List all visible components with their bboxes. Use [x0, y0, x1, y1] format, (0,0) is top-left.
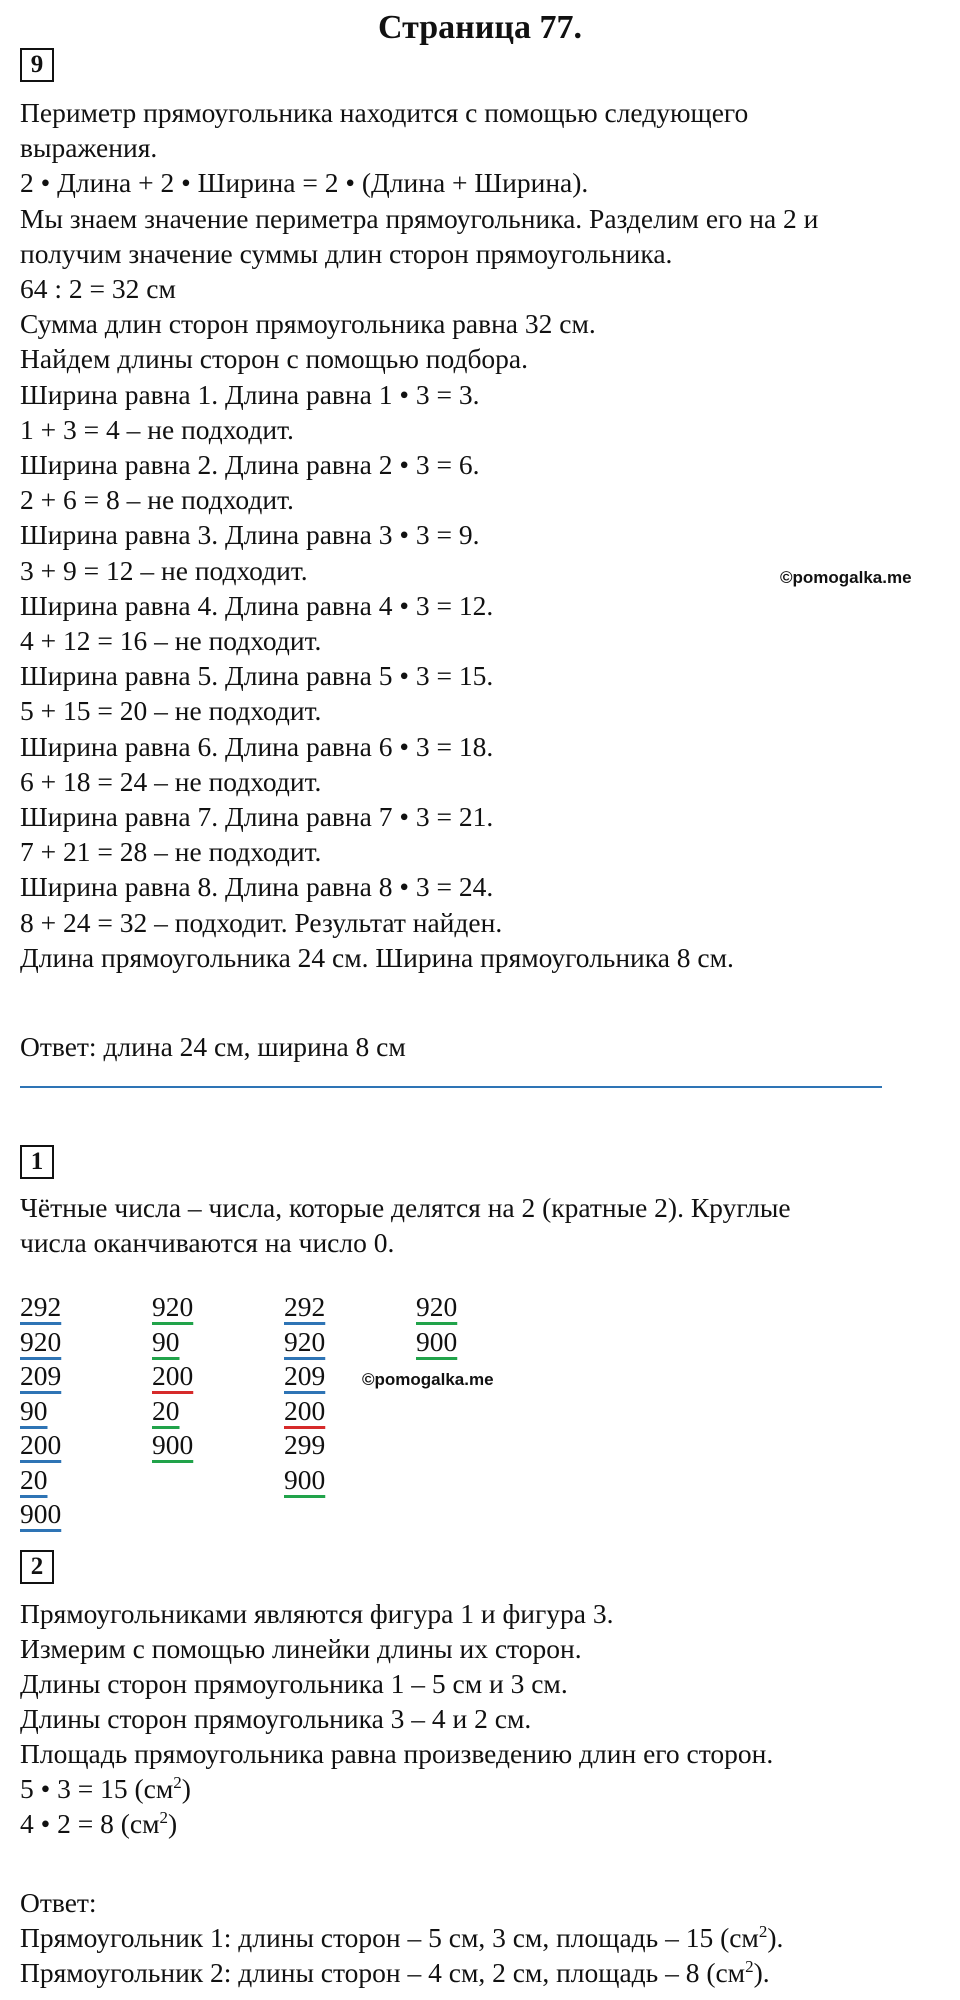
number-item: 900: [20, 1498, 62, 1529]
task-2-answer-label: Ответ:: [20, 1887, 97, 1918]
text-line: числа оканчиваются на число 0.: [20, 1227, 395, 1258]
text-line: Мы знаем значение периметра прямоугольника. Разделим его на 2 и: [20, 202, 819, 234]
task-1-number: 1: [20, 1145, 54, 1179]
text-line: 1 + 3 = 4 – не подходит.: [20, 413, 294, 445]
task-9-answer: Ответ: длина 24 см, ширина 8 см: [20, 1031, 406, 1062]
task-2-number: 2: [20, 1550, 54, 1584]
number-item: 920: [152, 1291, 194, 1322]
text-line: получим значение суммы длин сторон прямоугольника.: [20, 237, 673, 269]
section-divider: [20, 1086, 882, 1088]
number-item: 299: [284, 1429, 326, 1460]
text-line: 3 + 9 = 12 – не подходит.: [20, 554, 308, 586]
text-line: Чётные числа – числа, которые делятся на 2 (кратные 2). Круглые: [20, 1192, 791, 1223]
text-line: 2 + 6 = 8 – не подходит.: [20, 484, 294, 516]
text-line: Ширина равна 6. Длина равна 6 • 3 = 18.: [20, 730, 494, 762]
text-line: Периметр прямоугольника находится с помощью следующего: [20, 97, 749, 128]
text-line: Найдем длины сторон с помощью подбора.: [20, 343, 529, 375]
text-line: Ширина равна 4. Длина равна 4 • 3 = 12.: [20, 589, 494, 621]
text-line: 8 + 24 = 32 – подходит. Результат найден.: [20, 906, 503, 938]
page-title: Страница 77.: [378, 9, 582, 46]
text-line: Измерим с помощью линейки длины их сторон.: [20, 1633, 582, 1664]
number-item: 90: [20, 1394, 48, 1426]
text-line: Ширина равна 8. Длина равна 8 • 3 = 24.: [20, 871, 494, 903]
number-item: 209: [284, 1360, 326, 1391]
number-item: 920: [416, 1291, 458, 1322]
calculation-line-exponent: 2: [173, 1772, 182, 1792]
text-line: Ширина равна 1. Длина равна 1 • 3 = 3.: [20, 378, 480, 410]
task-9-number: 9: [20, 48, 54, 82]
answer-line-exponent: 2: [745, 1956, 754, 1976]
number-item: 292: [284, 1291, 326, 1322]
answer-line-tail: ).: [767, 1922, 784, 1953]
text-line: 6 + 18 = 24 – не подходит.: [20, 765, 322, 797]
calculation-line-exponent: 2: [159, 1807, 169, 1827]
text-line: 64 : 2 = 32 см: [20, 273, 176, 304]
text-line: Длина прямоугольника 24 см. Ширина прямоугольника 8 см.: [20, 941, 734, 973]
text-line: Ширина равна 2. Длина равна 2 • 3 = 6.: [20, 449, 480, 480]
text-line: Длины сторон прямоугольника 1 – 5 см и 3 см.: [20, 1668, 568, 1699]
text-line: 7 + 21 = 28 – не подходит.: [20, 836, 322, 868]
calculation-line: [20, 1807, 177, 1841]
number-item: 90: [152, 1325, 180, 1357]
number-item: 900: [416, 1325, 458, 1357]
answer-line-text: Прямоугольник 1: длины сторон – 5 см, 3 см, площадь – 15 (см: [20, 1922, 759, 1953]
text-line: 4 + 12 = 16 – не подходит.: [20, 625, 322, 656]
text-line: Площадь прямоугольника равна произведению длин его сторон.: [20, 1738, 774, 1769]
number-item: 209: [20, 1360, 62, 1391]
number-item: 920: [20, 1325, 62, 1357]
text-line: 2 • Длина + 2 • Ширина = 2 • (Длина + Ширина).: [20, 167, 589, 199]
calculation-line-tail: ): [181, 1773, 191, 1804]
calculation-line-text: 4 • 2 = 8 (см: [20, 1808, 160, 1839]
number-item: 20: [20, 1463, 48, 1495]
answer-line-text: Прямоугольник 2: длины сторон – 4 см, 2 см, площадь – 8 (см: [20, 1957, 746, 1988]
calculation-line: [20, 1772, 191, 1806]
number-item: 20: [152, 1394, 180, 1426]
watermark: ©pomogalka.me: [780, 568, 912, 587]
text-line: Ширина равна 7. Длина равна 7 • 3 = 21.: [20, 801, 494, 832]
number-item: 920: [284, 1325, 326, 1357]
answer-line-tail: ).: [753, 1957, 770, 1988]
answer-line: [20, 1956, 770, 1990]
answer-line: [20, 1921, 783, 1955]
calculation-line-text: 5 • 3 = 15 (см: [20, 1773, 174, 1804]
text-line: Ширина равна 5. Длина равна 5 • 3 = 15.: [20, 660, 494, 692]
number-item: 200: [284, 1394, 326, 1426]
number-item: 200: [20, 1429, 62, 1460]
text-line: 5 + 15 = 20 – не подходит.: [20, 695, 322, 727]
text-line: Ширина равна 3. Длина равна 3 • 3 = 9.: [20, 519, 480, 551]
calculation-line-tail: ): [168, 1808, 178, 1839]
number-item: 900: [152, 1429, 194, 1460]
number-item: 900: [284, 1463, 326, 1495]
text-line: выражения.: [20, 132, 158, 164]
number-item: 200: [152, 1360, 194, 1391]
number-item: 292: [20, 1291, 62, 1322]
text-line: Длины сторон прямоугольника 3 – 4 и 2 см.: [20, 1703, 532, 1734]
text-line: Прямоугольниками являются фигура 1 и фигура 3.: [20, 1598, 614, 1629]
text-line: Сумма длин сторон прямоугольника равна 32 см.: [20, 308, 596, 340]
watermark: ©pomogalka.me: [362, 1370, 494, 1389]
answer-line-exponent: 2: [758, 1921, 768, 1941]
